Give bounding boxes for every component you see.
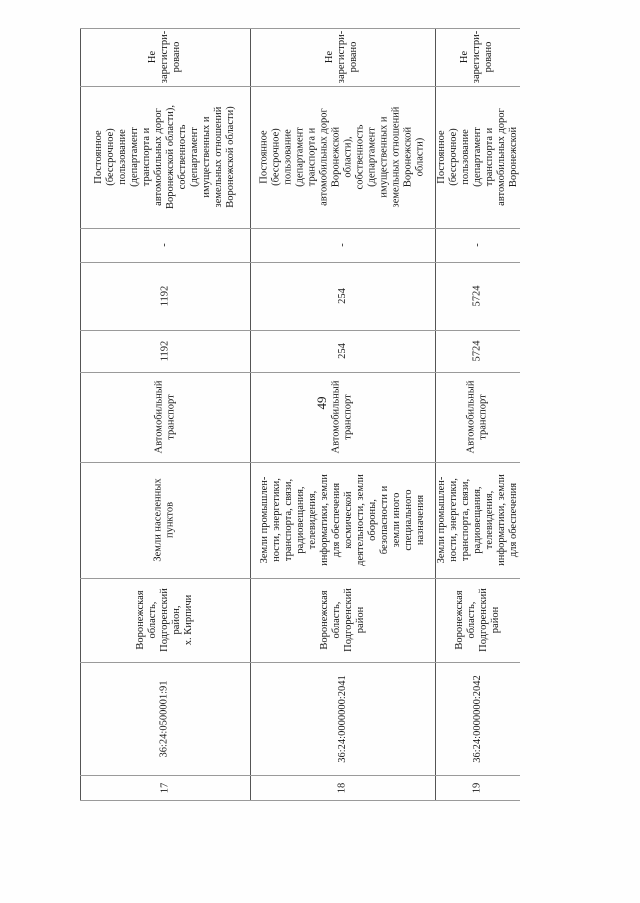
permitted-use (153, 381, 177, 454)
land-category-cell (435, 462, 520, 578)
area-value: 1192 (159, 285, 170, 307)
area-value-cell (250, 262, 435, 330)
address-cell (435, 578, 520, 662)
area-value: 5724 (471, 285, 483, 307)
right-holder-cell (250, 86, 435, 228)
land-category-line: пунктов (164, 501, 176, 539)
encumbrance-dash: - (336, 243, 348, 247)
area-value-cell (250, 330, 435, 372)
right-holder-line: области) (414, 137, 426, 177)
address (453, 588, 501, 652)
right-holder-line: автомобильных дорог (318, 108, 330, 206)
encumbrance-dash-cell (80, 228, 250, 262)
right-holder-line: Постоянное (92, 130, 104, 184)
right-holder-line: транспорта и (140, 127, 152, 187)
page-number: 49 (314, 396, 329, 410)
row-number-cell (250, 775, 435, 800)
right-holder-line: (департамент (128, 127, 140, 187)
land-category-line: деятельности, земли (354, 474, 366, 566)
land-category-line: транспорта, связи, (459, 478, 471, 562)
registration-status-line: ровано (348, 41, 360, 73)
right-holder-line: Воронежской области) (224, 106, 236, 208)
cadastral-number: 36:24:0500001:91 (158, 679, 170, 758)
land-category-line: информатики, земли (495, 474, 507, 566)
permitted-use-line: транспорт (165, 394, 176, 440)
land-category-line: космической (342, 491, 354, 549)
row-number: 19 (471, 782, 483, 793)
right-holder-line: транспорта и (483, 127, 495, 187)
right-holder-line: земельных отношений (390, 106, 402, 208)
cadastral-number: 36:24:0000000:2042 (471, 674, 483, 763)
cadastral-number-cell (80, 662, 250, 775)
land-category-cell (80, 462, 250, 578)
right-holder-line: Постоянное (258, 130, 270, 184)
row-number-cell (435, 775, 520, 800)
registration-status-line: зарегистри- (471, 30, 483, 84)
address-line: Подгоренский (158, 588, 170, 652)
right-holder-cell (80, 86, 250, 228)
row-number: 18 (336, 782, 348, 793)
land-category-line: назначения (414, 494, 426, 546)
row-number: 17 (159, 782, 170, 793)
encumbrance-dash: - (159, 243, 170, 247)
area-value: 254 (336, 343, 348, 359)
right-holder-line: (департамент (294, 127, 306, 187)
land-category-line: Земли промышлен- (435, 476, 447, 564)
land-category-line: радиовещания, (294, 486, 306, 554)
registration-status-line: ровано (483, 41, 495, 73)
address-line: район (489, 606, 501, 634)
land-category-line: специального (402, 489, 414, 551)
right-holder-line: (бессрочное) (104, 128, 116, 186)
land-category-line: Земли населенных (152, 478, 164, 562)
right-holder (93, 105, 237, 209)
address-line: район (354, 606, 366, 634)
column-divider (80, 800, 520, 801)
encumbrance-dash-cell (435, 228, 520, 262)
land-category-cell (250, 462, 435, 578)
land-category-line: земли иного (390, 492, 402, 548)
registration-status-cell (435, 28, 520, 86)
land-category-line: радиовещания, (471, 486, 483, 554)
registration-status-line: Не (324, 50, 336, 64)
address-line: Подгоренский (342, 588, 354, 652)
permitted-use-line: Автомобильный (330, 380, 342, 454)
area-value-cell (435, 262, 520, 330)
address-line: Воронежская (318, 590, 330, 650)
right-holder-line: транспорта и (306, 127, 318, 187)
registration-status (459, 31, 495, 83)
land-category-line: для обеспечения (330, 482, 342, 558)
land-category (153, 478, 177, 561)
right-holder (436, 108, 520, 206)
right-holder-line: собственность (176, 124, 188, 190)
area-value: 254 (336, 288, 348, 304)
address-line: Подгоренский (477, 588, 489, 652)
registration-status-line: зарегистри- (336, 30, 348, 84)
registration-status-line: Не (459, 50, 471, 64)
permitted-use-line: транспорт (342, 394, 354, 440)
right-holder-cell (435, 86, 520, 228)
permitted-use-line: транспорт (477, 394, 489, 440)
registration-status-line: Не (146, 50, 158, 64)
land-category-line: ности, энергетики, (270, 478, 282, 562)
cadastral-number: 36:24:0000000:2041 (336, 674, 348, 763)
land-category (436, 474, 520, 566)
registration-status-cell (250, 28, 435, 86)
area-value: 1192 (159, 340, 170, 362)
right-holder-line: (департамент (188, 127, 200, 187)
right-holder-line: собственность (354, 124, 366, 190)
address-line: область, (330, 601, 342, 639)
right-holder-line: Воронежской области), (164, 104, 176, 210)
cadastral-number-cell (250, 662, 435, 775)
area-value-cell (435, 330, 520, 372)
address-line: Воронежская (453, 590, 465, 650)
area-value-cell (80, 262, 250, 330)
right-holder-line: Воронежской (330, 126, 342, 188)
land-category (259, 474, 427, 566)
row-number-cell (80, 775, 250, 800)
address-cell (80, 578, 250, 662)
cadastral-number-cell (435, 662, 520, 775)
right-holder-line: пользование (459, 129, 471, 185)
encumbrance-dash: - (471, 243, 483, 247)
right-holder-line: пользование (282, 129, 294, 185)
land-category-line: обороны, (366, 499, 378, 541)
permitted-use-cell (435, 372, 520, 462)
right-holder-line: Воронежской (402, 126, 414, 188)
permitted-use-cell (250, 372, 435, 462)
right-holder-line: автомобильных дорог (152, 108, 164, 206)
right-holder-line: (департамент (471, 127, 483, 187)
right-holder-line: пользование (116, 129, 128, 185)
land-category-line: телевидения, (483, 490, 495, 550)
right-holder-line: имущественных и (200, 116, 212, 198)
permitted-use-line: Автомобильный (153, 380, 164, 454)
land-category-line: ности, энергетики, (447, 478, 459, 562)
land-category-line: для обеспечения (507, 482, 519, 558)
right-holder-line: области), (342, 136, 354, 178)
right-holder-line: (бессрочное) (270, 128, 282, 186)
right-holder-line: земельных отношений (212, 106, 224, 208)
permitted-use-line: Автомобильный (465, 380, 477, 454)
permitted-use-cell (80, 372, 250, 462)
permitted-use (331, 381, 355, 454)
right-holder-line: автомобильных дорог (495, 108, 507, 206)
right-holder (259, 107, 427, 208)
registration-status (324, 31, 360, 83)
area-value: 5724 (471, 340, 483, 362)
land-category-line: информатики, земли (318, 474, 330, 566)
registration-status-line: ровано (170, 41, 182, 73)
address-line: Воронежская (134, 590, 146, 650)
registration-status-line: зарегистри- (158, 30, 170, 84)
encumbrance-dash-cell (250, 228, 435, 262)
land-category-line: транспорта, связи, (282, 478, 294, 562)
registration-status-cell (80, 28, 250, 86)
address-line: область, (146, 601, 158, 639)
right-holder-line: Постоянное (435, 130, 447, 184)
address (318, 588, 366, 652)
right-holder-line: (департамент (366, 127, 378, 187)
address-line: район, (170, 605, 182, 635)
registration-status (147, 31, 183, 83)
land-category-line: телевидения, (306, 490, 318, 550)
permitted-use (466, 381, 490, 454)
address-line: область, (465, 601, 477, 639)
address-line: х. Кирпичи (182, 594, 194, 646)
address (135, 588, 195, 652)
land-category-line: Земли промышлен- (258, 476, 270, 564)
area-value-cell (80, 330, 250, 372)
address-cell (250, 578, 435, 662)
right-holder-line: (бессрочное) (447, 128, 459, 186)
right-holder-line: Воронежской (507, 126, 519, 188)
right-holder-line: имущественных и (378, 116, 390, 198)
land-category-line: безопасности и (378, 485, 390, 555)
